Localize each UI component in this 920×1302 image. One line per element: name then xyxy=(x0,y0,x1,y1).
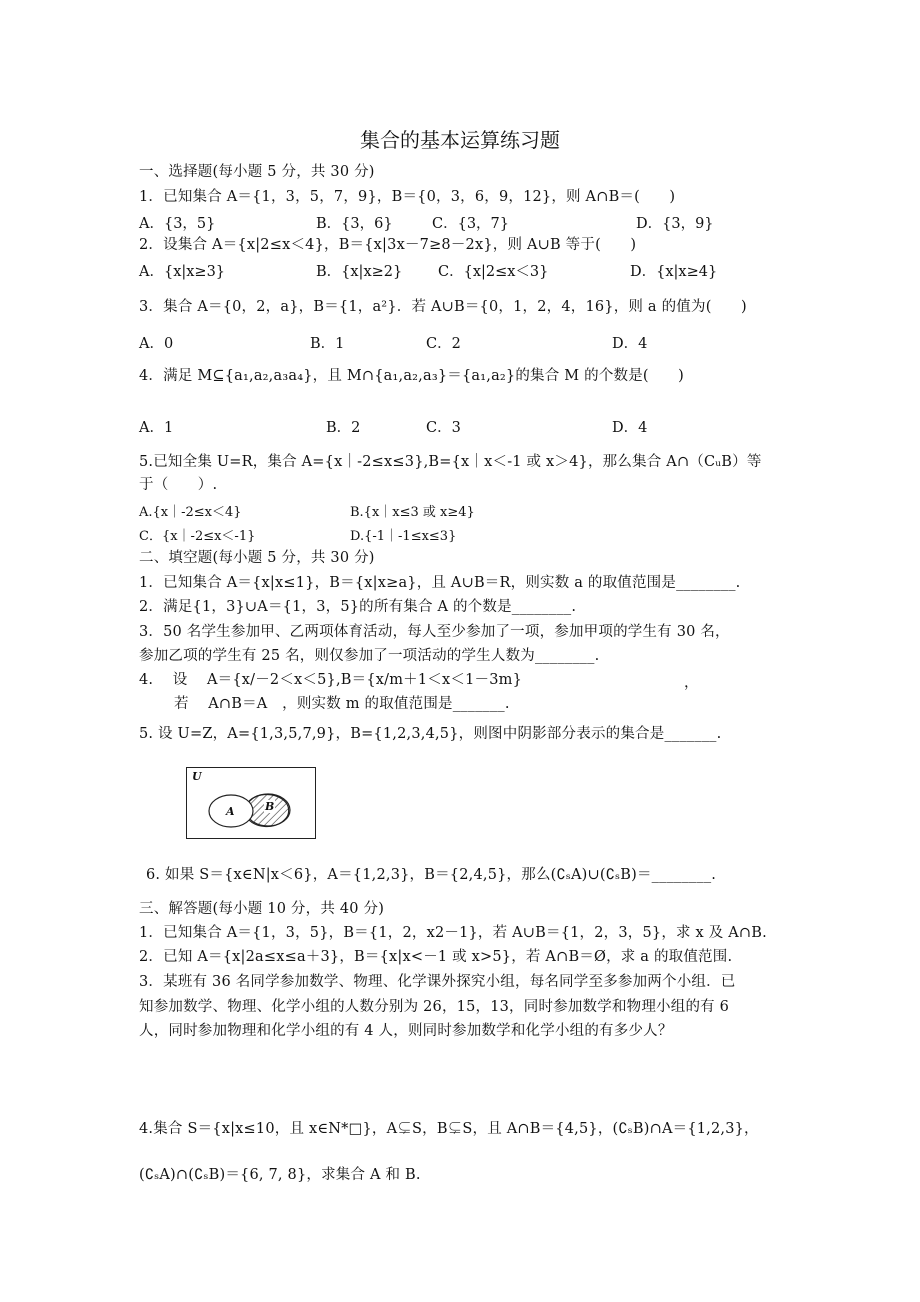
s1-q2-option-d: D．{x|x≥4} xyxy=(630,264,718,280)
s2-q1: 1．已知集合 A＝{x|x≤1}，B＝{x|x≥a}，且 A∪B＝R，则实数 a 的取值范围是________. xyxy=(139,575,741,591)
s2-q3-line1: 3．50 名学生参加甲、乙两项体育活动，每人至少参加了一项，参加甲项的学生有 30 名， xyxy=(139,624,730,640)
section2-heading: 二、填空题(每小题 5 分，共 30 分) xyxy=(139,550,375,566)
s2-q4-line1: 4. 设 A＝{x/－2＜x＜5},B＝{x/m＋1＜x＜1－3m} xyxy=(139,672,522,688)
s1-q5-option-d: D.{-1｜-1≤x≤3} xyxy=(350,529,457,544)
s2-q4-line2: 若 A∩B＝A ，则实数 m 的取值范围是_______. xyxy=(174,696,510,712)
s1-q3-option-c: C．2 xyxy=(426,336,461,352)
section1-heading: 一、选择题(每小题 5 分，共 30 分) xyxy=(139,164,375,180)
s1-q1-stem: 1．已知集合 A＝{1，3，5，7，9}，B＝{0，3，6，9，12}，则 A∩B＝( ) xyxy=(139,189,676,205)
s1-q3-option-d: D．4 xyxy=(612,336,648,352)
s1-q5-option-a: A.{x｜-2≤x＜4} xyxy=(139,505,242,520)
venn-shapes xyxy=(187,768,317,840)
s3-q3-line3: 人，同时参加物理和化学小组的有 4 人，则同时参加数学和化学小组的有多少人？ xyxy=(139,1023,673,1039)
s3-q4-line2: (∁ₛA)∩(∁ₛB)＝{6, 7, 8}，求集合 A 和 B. xyxy=(139,1167,421,1183)
s1-q5-option-c: C．{x｜-2≤x＜-1} xyxy=(139,529,256,544)
s1-q1-option-b: B．{3，6} xyxy=(316,216,393,232)
s1-q2-option-a: A．{x|x≥3} xyxy=(139,264,226,280)
s3-q4-line1: 4.集合 S＝{x|x≤10，且 x∈N*□}，A⊊S，B⊊S，且 A∩B＝{4,5}，(∁ₛB)∩A＝{1,2,3}， xyxy=(139,1121,759,1137)
s2-q5: 5. 设 U=Z，A={1,3,5,7,9}，B={1,2,3,4,5}，则图中阴影部分表示的集合是_______. xyxy=(139,726,722,742)
s2-q3-line2: 参加乙项的学生有 25 名，则仅参加了一项活动的学生人数为________. xyxy=(139,648,600,664)
s1-q3-option-a: A．0 xyxy=(139,336,174,352)
s1-q4-option-c: C．3 xyxy=(426,420,461,436)
s1-q3-stem: 3．集合 A＝{0，2，a}，B＝{1，a²}．若 A∪B＝{0，1，2，4，16}，则 a 的值为( ) xyxy=(139,299,747,315)
s1-q1-option-c: C．{3，7} xyxy=(432,216,509,232)
s1-q1-option-a: A．{3，5} xyxy=(139,216,216,232)
page-title: 集合的基本运算练习题 xyxy=(360,128,560,152)
s1-q4-option-b: B．2 xyxy=(326,420,361,436)
venn-universe-label: U xyxy=(192,770,202,783)
s3-q3-line1: 3．某班有 36 名同学参加数学、物理、化学课外探究小组，每名同学至多参加两个小组．已 xyxy=(139,974,736,990)
s2-q6: 6. 如果 S＝{x∈N|x＜6}，A＝{1,2,3}，B＝{2,4,5}，那么(∁ₛA)∪(∁ₛB)＝________. xyxy=(146,867,717,883)
s1-q4-stem: 4．满足 M⊆{a₁,a₂,a₃a₄}，且 M∩{a₁,a₂,a₃}＝{a₁,a₂}的集合 M 的个数是( ) xyxy=(139,368,685,384)
s1-q4-option-a: A．1 xyxy=(139,420,174,436)
s1-q1-option-d: D．{3，9} xyxy=(636,216,714,232)
s2-q4-comma: ， xyxy=(684,675,699,691)
s3-q3-line2: 知参加数学、物理、化学小组的人数分别为 26，15，13，同时参加数学和物理小组的有 6 xyxy=(139,999,730,1015)
section3-heading: 三、解答题(每小题 10 分，共 40 分) xyxy=(139,901,385,917)
s1-q5-stem-line2: 于（ ）. xyxy=(139,477,218,493)
s1-q5-stem-line1: 5.已知全集 U=R，集合 A={x｜-2≤x≤3},B={x｜x＜-1 或 x＞4}，那么集合 A∩（CᵤB）等 xyxy=(139,454,762,470)
s1-q2-option-b: B．{x|x≥2} xyxy=(316,264,403,280)
venn-diagram xyxy=(186,767,316,839)
s1-q5-option-b: B.{x｜x≤3 或 x≥4} xyxy=(350,505,475,520)
s1-q2-stem: 2．设集合 A＝{x|2≤x＜4}，B＝{x|3x－7≥8－2x}，则 A∪B 等于( ) xyxy=(139,237,637,253)
s3-q1: 1．已知集合 A＝{1，3，5}，B＝{1，2，x2－1}，若 A∪B＝{1，2，3，5}，求 x 及 A∩B. xyxy=(139,925,767,941)
s3-q2: 2．已知 A＝{x|2a≤x≤a＋3}，B＝{x|x<－1 或 x>5}，若 A∩B＝Ø，求 a 的取值范围. xyxy=(139,949,733,965)
venn-set-b-label: B xyxy=(265,800,275,813)
venn-set-a-label: A xyxy=(226,805,235,818)
s1-q3-option-b: B．1 xyxy=(310,336,345,352)
s1-q4-option-d: D．4 xyxy=(612,420,648,436)
s1-q2-option-c: C．{x|2≤x＜3} xyxy=(438,264,549,280)
s2-q2: 2．满足{1，3}∪A＝{1，3，5}的所有集合 A 的个数是________. xyxy=(139,599,577,615)
